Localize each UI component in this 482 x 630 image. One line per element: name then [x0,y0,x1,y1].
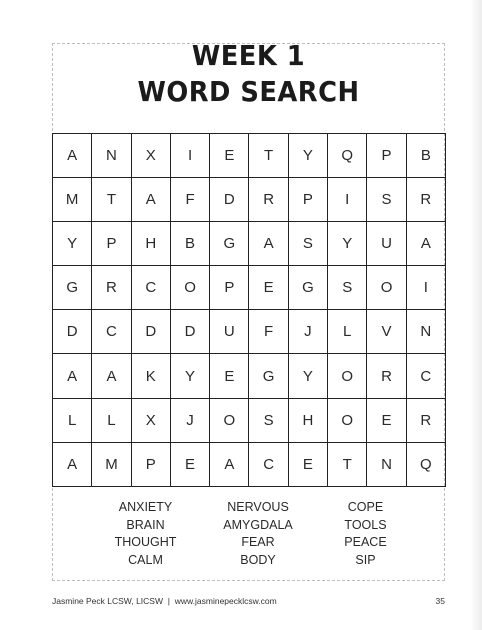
grid-cell: C [132,266,171,310]
word-search-grid [52,133,446,487]
grid-cell: H [132,222,171,266]
grid-cell: F [171,178,210,222]
grid-cell: S [289,222,328,266]
grid-cell: I [407,266,446,310]
grid-cell: N [92,134,131,178]
grid-cell: A [210,443,249,487]
grid-cell: A [53,443,92,487]
page-edge-shadow [470,0,482,630]
footer-credit [52,596,277,606]
grid-cell: X [132,399,171,443]
grid-cell: G [289,266,328,310]
grid-cell: P [92,222,131,266]
grid-cell: P [289,178,328,222]
word-list-column [313,499,418,569]
grid-cell: H [289,399,328,443]
grid-cell: Y [289,134,328,178]
grid-cell: S [328,266,367,310]
footer-website: www.jasminepecklcsw.com [174,596,277,606]
grid-cell: E [367,399,406,443]
grid-cell: O [367,266,406,310]
word-list-item: BODY [240,552,276,567]
word-list-item: BRAIN [126,517,165,532]
word-list-item: FEAR [241,535,275,549]
grid-cell: M [92,443,131,487]
word-list [88,499,418,569]
word-list-item: TOOLS [344,517,387,532]
grid-cell: T [249,134,288,178]
grid-cell: S [249,399,288,443]
grid-cell: J [171,399,210,443]
grid-cell: R [249,178,288,222]
grid-cell: G [249,354,288,398]
grid-cell: V [367,310,406,354]
grid-cell: R [407,178,446,222]
grid-cell: R [92,266,131,310]
grid-cell: N [367,443,406,487]
grid-cell: E [210,354,249,398]
grid-cell: F [249,310,288,354]
word-list-item: COPE [347,500,384,514]
grid-cell: D [171,310,210,354]
word-list-item: CALM [128,552,163,567]
grid-cell: N [407,310,446,354]
grid-cell: E [171,443,210,487]
grid-cell: C [407,354,446,398]
grid-cell: U [210,310,249,354]
page-number: 35 [435,596,445,606]
grid-cell: J [289,310,328,354]
grid-cell: L [92,399,131,443]
grid-cell: A [92,354,131,398]
grid-cell: O [210,399,249,443]
page-title [68,38,430,110]
grid-cell: C [249,443,288,487]
grid-cell: X [132,134,171,178]
grid-cell: L [328,310,367,354]
grid-cell: T [92,178,131,222]
grid-cell: O [328,354,367,398]
word-list-item: AMYGDALA [223,517,293,532]
word-list-item: ANXIETY [118,500,173,514]
word-list-item: THOUGHT [114,535,177,549]
grid-cell: P [367,134,406,178]
footer-author: Jasmine Peck LCSW, LICSW [52,596,164,606]
grid-cell: D [210,178,249,222]
grid-cell: U [367,222,406,266]
grid-cell: D [53,310,92,354]
grid-cell: G [53,266,92,310]
grid-cell: A [53,354,92,398]
grid-cell: L [53,399,92,443]
grid-cell: A [407,222,446,266]
grid-cell: Q [407,443,446,487]
grid-cell: A [249,222,288,266]
grid-cell: Y [328,222,367,266]
title-line-2: WORD SEARCH [137,75,360,108]
grid-cell: A [132,178,171,222]
grid-cell: R [407,399,446,443]
grid-cell: T [328,443,367,487]
grid-cell: P [210,266,249,310]
grid-cell: A [53,134,92,178]
grid-cell: Y [289,354,328,398]
grid-cell: B [171,222,210,266]
grid-cell: E [289,443,328,487]
grid-cell: Y [171,354,210,398]
grid-cell: E [210,134,249,178]
grid-cell: G [210,222,249,266]
word-list-column [88,499,203,569]
grid-cell: O [328,399,367,443]
grid-cell: K [132,354,171,398]
grid-cell: C [92,310,131,354]
grid-cell: I [328,178,367,222]
grid-cell: R [367,354,406,398]
grid-cell: D [132,310,171,354]
grid-cell: Q [328,134,367,178]
grid-cell: P [132,443,171,487]
word-list-item: PEACE [344,535,387,549]
word-list-item: SIP [355,552,376,567]
grid-cell: E [249,266,288,310]
grid-cell: B [407,134,446,178]
grid-cell: M [53,178,92,222]
title-line-1: WEEK 1 [191,39,306,72]
grid-cell: O [171,266,210,310]
grid-cell: I [171,134,210,178]
grid-cell: S [367,178,406,222]
footer-separator: | [167,596,170,606]
word-list-item: NERVOUS [227,500,289,514]
grid-cell: Y [53,222,92,266]
word-list-column [203,499,313,569]
